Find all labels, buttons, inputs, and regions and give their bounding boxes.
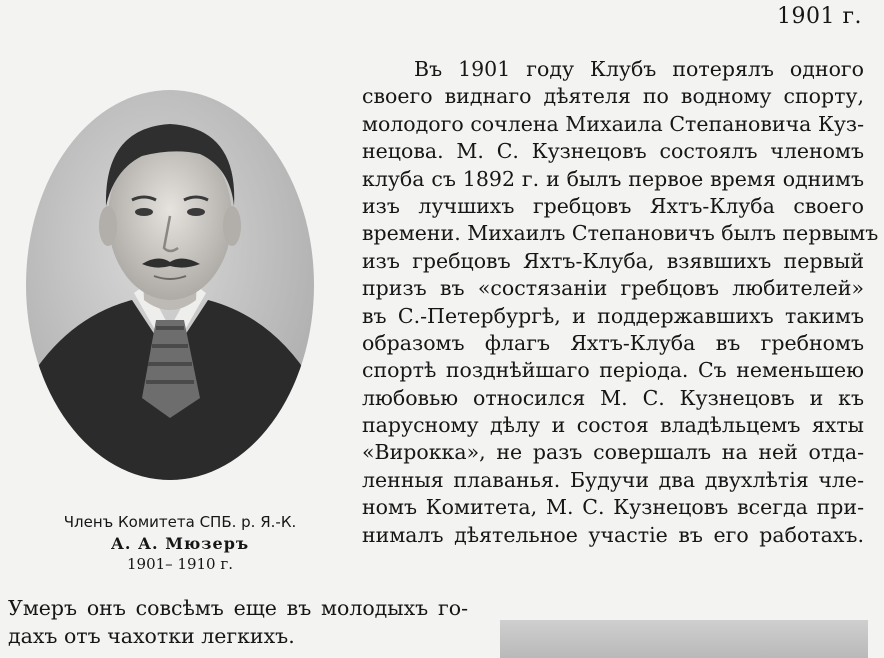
text-line: изъ гребцовъ Яхтъ-Клуба, взявшихъ первый <box>362 248 864 273</box>
text-line: своего виднаго дѣятеля по водному спорту, <box>362 84 864 109</box>
text-line: клуба съ 1892 г. и былъ первое время однимъ <box>362 166 864 191</box>
text-line: любовью относился М. С. Кузнецовъ и къ <box>362 385 864 410</box>
text-line: молодого сочлена Михаила Степановича Куз- <box>362 111 864 136</box>
text-line: Умеръ онъ совсѣмъ еще въ молодыхъ го- <box>8 596 468 620</box>
caption-role: Членъ Комитета СПБ. р. Я.-К. <box>63 513 297 531</box>
text-line: дахъ отъ чахотки легкихъ. <box>8 624 295 648</box>
text-line: призъ въ «состязанiи гребцовъ любителей» <box>362 276 864 301</box>
text-line: парусному дѣлу и состоя владѣльцемъ яхты <box>362 413 864 438</box>
text-line: образомъ флагъ Яхтъ-Клуба въ гребномъ <box>362 330 864 355</box>
text-line: изъ лучшихъ гребцовъ Яхтъ-Клуба своего <box>362 193 864 218</box>
text-line: времени. Михаилъ Степановичъ былъ первымъ <box>362 221 879 246</box>
portrait-caption <box>20 512 340 575</box>
caption-years: 1901– 1910 г. <box>126 555 233 573</box>
caption-name: А. А. Мюзеръ <box>110 534 250 553</box>
next-photo-fragment <box>500 620 868 658</box>
main-text-column <box>362 56 879 549</box>
portrait-photo-icon <box>24 88 316 482</box>
text-line: номъ Комитета, М. С. Кузнецовъ всегда при- <box>362 495 864 520</box>
text-line: нецова. М. С. Кузнецовъ состоялъ членомъ <box>362 139 864 164</box>
text-line: ленныя плаванья. Будучи два двухлѣтiя чле- <box>362 467 864 492</box>
text-line: Въ 1901 году Клубъ потерялъ одного <box>414 57 864 81</box>
text-line: въ С.-Петербургѣ, и поддержавшихъ такимъ <box>362 303 864 328</box>
text-line: «Вирокка», не разъ совершалъ на ней отда- <box>362 440 864 465</box>
bottom-text <box>8 594 468 650</box>
text-line: нималъ дѣятельное участiе въ его работахъ. <box>362 522 864 547</box>
text-line: спортѣ позднѣйшаго перiода. Съ неменьшею <box>362 358 864 383</box>
page-year: 1901 г. <box>776 4 862 29</box>
